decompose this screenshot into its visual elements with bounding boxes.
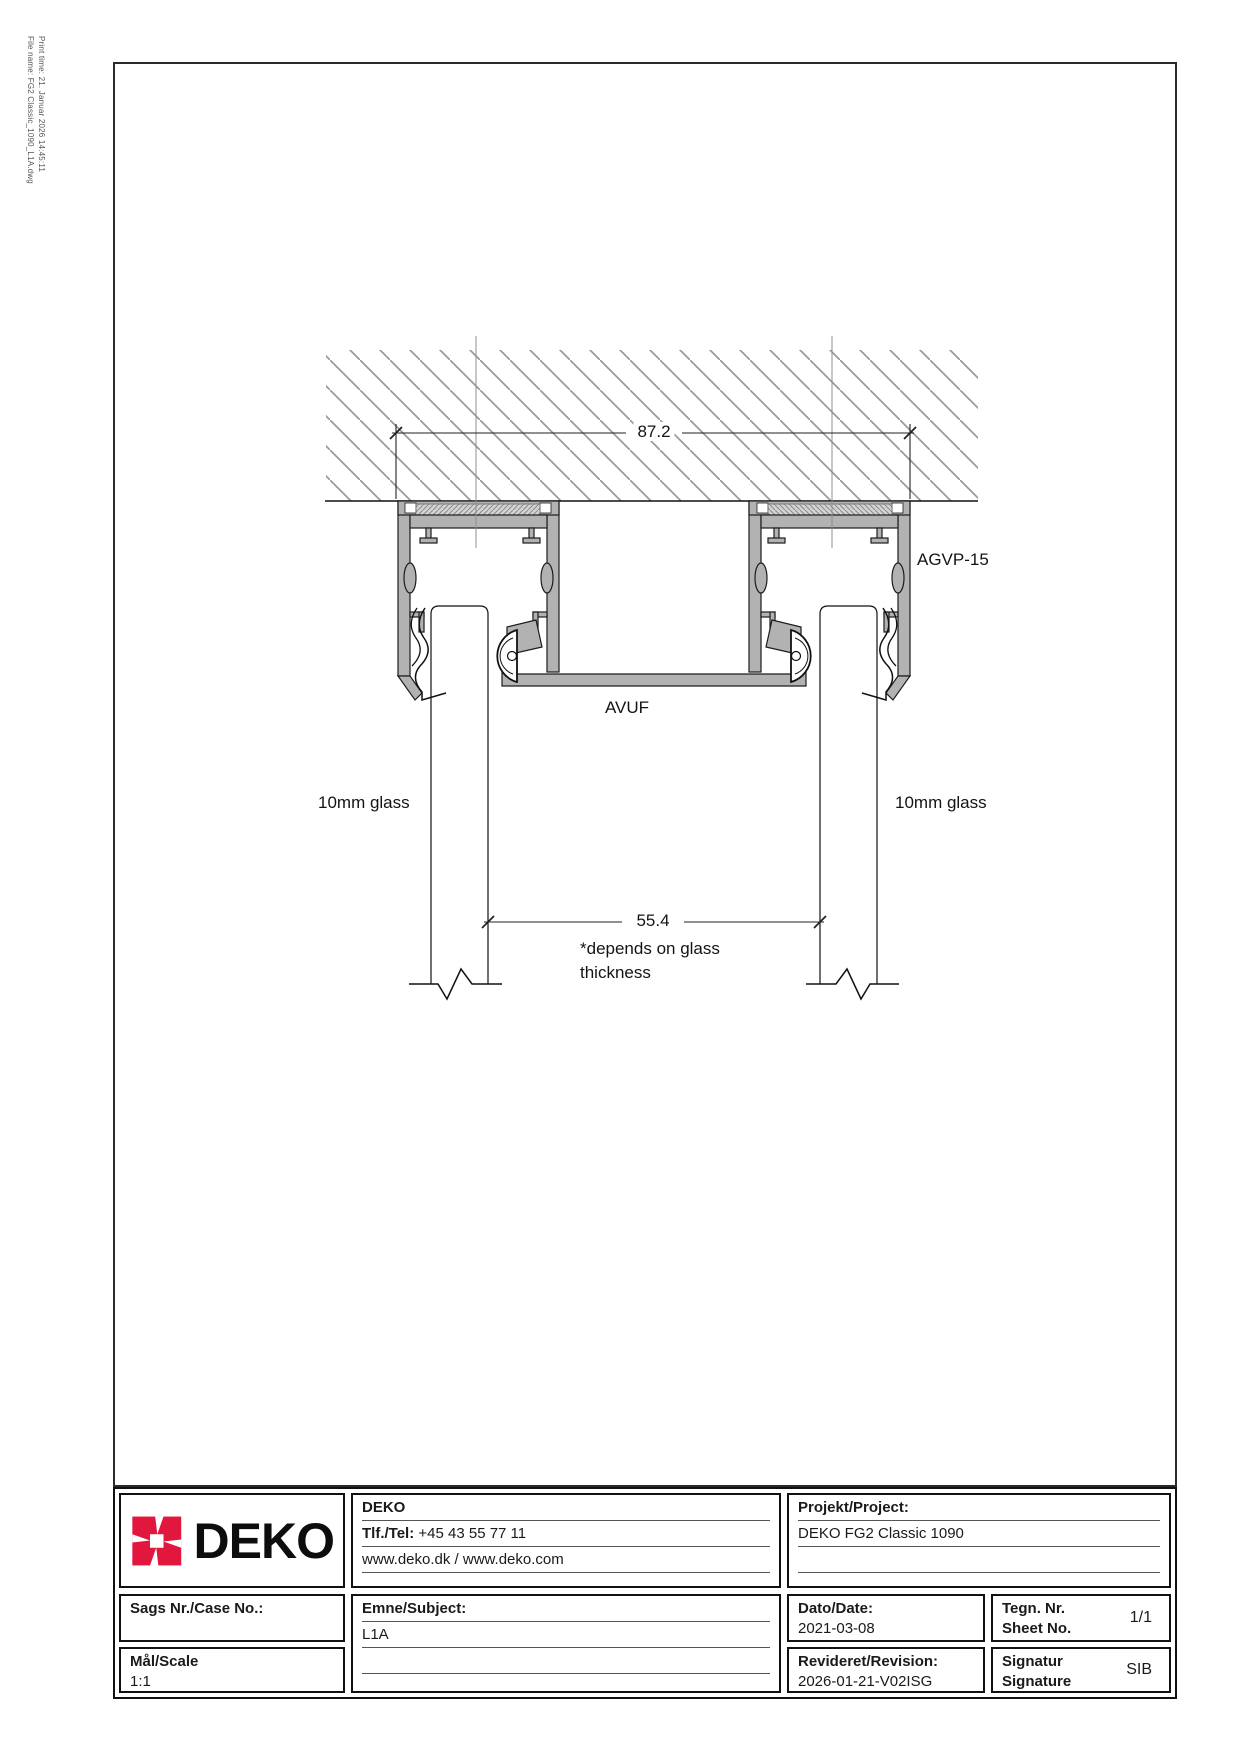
profile-label-agvp: AGVP-15 [917,550,989,569]
signature-label-line2: Signature [1002,1673,1072,1690]
subject-cell [351,1594,781,1693]
project-empty-line [798,1550,1160,1573]
sheet-label-line2: Sheet No. [1002,1620,1072,1637]
file-name: File name: FG2 Classic_1090_L1A.dwg [26,36,35,184]
deko-logo-text: DEKO [193,1512,334,1569]
subject-value: L1A [362,1625,770,1648]
date-cell [787,1594,985,1642]
scale-value: 1:1 [130,1673,151,1690]
profile-label-avuf: AVUF [604,698,650,717]
company-phone [362,1524,770,1547]
date-label: Dato/Date: [798,1600,874,1617]
title-block [113,1487,1177,1699]
revision-cell [787,1647,985,1693]
glass-note-line1: *depends on glass [580,939,720,958]
signature-cell [991,1647,1171,1693]
company-web: www.deko.dk / www.deko.com [362,1550,770,1573]
case-label: Sags Nr./Case No.: [130,1600,264,1617]
glass-label-left: 10mm glass [318,793,410,812]
sheet-label-line1: Tegn. Nr. [1002,1600,1066,1617]
subject-label: Emne/Subject: [362,1599,770,1622]
glass-label-right: 10mm glass [895,793,987,812]
dimension-bottom-value: 55.4 [632,910,673,931]
phone-label: Tlf./Tel: [362,1525,415,1542]
project-value: DEKO FG2 Classic 1090 [798,1524,1160,1547]
sheet-cell [991,1594,1171,1642]
case-cell [119,1594,345,1642]
scale-label: Mål/Scale [130,1653,199,1670]
signature-label-line1: Signatur [1002,1653,1063,1670]
dimension-top-value: 87.2 [633,421,674,442]
signature-value: SIB [1126,1661,1152,1678]
phone-value: +45 43 55 77 11 [418,1525,527,1542]
project-cell [787,1493,1171,1588]
glass-note-line2: thickness [580,963,651,982]
project-label: Projekt/Project: [798,1498,1160,1521]
company-cell [351,1493,781,1588]
scale-cell [119,1647,345,1693]
sheet-value: 1/1 [1129,1609,1152,1626]
date-value: 2021-03-08 [798,1620,875,1637]
revision-value: 2026-01-21-V02ISG [798,1673,933,1690]
company-name: DEKO [362,1498,770,1521]
logo-cell [119,1493,345,1588]
subject-empty-line-2 [362,1677,770,1693]
deko-logo-icon [130,1515,184,1567]
revision-label: Revideret/Revision: [798,1653,939,1670]
subject-empty-line-1 [362,1651,770,1674]
print-time: Print time: 21. Januar 2026 14:45:11 [37,36,46,173]
